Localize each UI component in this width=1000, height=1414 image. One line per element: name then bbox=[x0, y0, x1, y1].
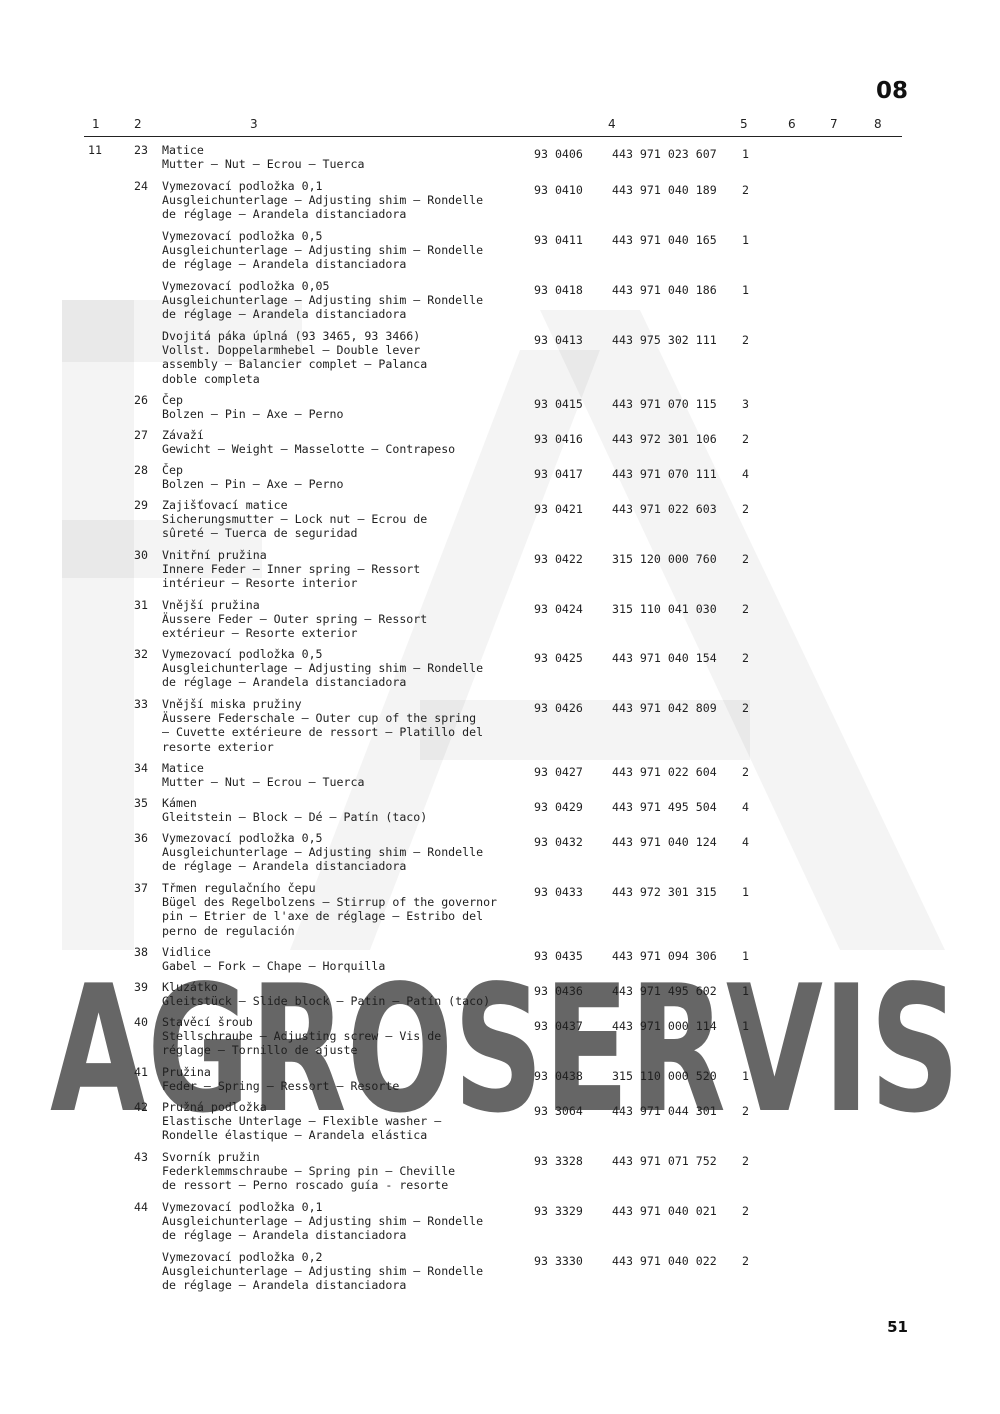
header-col-2: 2 bbox=[134, 117, 142, 131]
position-number: 42 bbox=[134, 1100, 148, 1114]
drawing-code: 93 0415 bbox=[534, 397, 583, 411]
quantity: 2 bbox=[742, 432, 749, 446]
part-description: Vymezovací podložka 0,5 Ausgleichunterlage — Adjusting shim — Rondelle de réglage — Arandela distanciadora bbox=[162, 647, 484, 690]
part-description: Vymezovací podložka 0,5 Ausgleichunterlage — Adjusting shim — Rondelle de réglage — Arandela distanciadora bbox=[162, 831, 484, 874]
drawing-code: 93 0435 bbox=[534, 949, 583, 963]
part-number: 443 971 040 022 bbox=[612, 1254, 717, 1268]
position-number: 35 bbox=[134, 796, 148, 810]
drawing-code: 93 0411 bbox=[534, 233, 583, 247]
part-description: Vymezovací podložka 0,2 Ausgleichunterlage — Adjusting shim — Rondelle de réglage — Arandela distanciadora bbox=[162, 1250, 484, 1293]
part-number: 443 971 040 186 bbox=[612, 283, 717, 297]
drawing-code: 93 0438 bbox=[534, 1069, 583, 1083]
drawing-code: 93 0433 bbox=[534, 885, 583, 899]
position-number: 32 bbox=[134, 647, 148, 661]
part-number: 443 971 094 306 bbox=[612, 949, 717, 963]
quantity: 2 bbox=[742, 701, 749, 715]
position-number: 24 bbox=[134, 179, 148, 193]
header-col-4: 4 bbox=[608, 117, 616, 131]
position-number: 39 bbox=[134, 980, 148, 994]
header-col-7: 7 bbox=[830, 117, 838, 131]
quantity: 4 bbox=[742, 835, 749, 849]
drawing-code: 93 0424 bbox=[534, 602, 583, 616]
part-description: Vidlice Gabel — Fork — Chape — Horquilla bbox=[162, 945, 386, 974]
position-number: 23 bbox=[134, 143, 148, 157]
drawing-code: 93 0427 bbox=[534, 765, 583, 779]
position-number: 43 bbox=[134, 1150, 148, 1164]
page-number: 51 bbox=[887, 1318, 908, 1336]
part-number: 443 971 495 504 bbox=[612, 800, 717, 814]
position-number: 44 bbox=[134, 1200, 148, 1214]
header-col-8: 8 bbox=[874, 117, 882, 131]
part-description: Dvojitá páka úplná (93 3465, 93 3466) Vollst. Doppelarmhebel — Double lever assembly — Balancier complet — Palanca doble completa bbox=[162, 329, 428, 386]
quantity: 3 bbox=[742, 397, 749, 411]
part-number: 443 971 044 301 bbox=[612, 1104, 717, 1118]
section-number: 08 bbox=[875, 78, 908, 104]
drawing-code: 93 0436 bbox=[534, 984, 583, 998]
part-description: Kluzátko Gleitstück — Slide block — Patin — Patín (taco) bbox=[162, 980, 491, 1009]
position-number: 37 bbox=[134, 881, 148, 895]
quantity: 1 bbox=[742, 147, 749, 161]
quantity: 2 bbox=[742, 1104, 749, 1118]
part-description: Stavěcí šroub Stellschraube — Adjusting screw — Vis de réglage — Tornillo de ajuste bbox=[162, 1015, 442, 1058]
quantity: 1 bbox=[742, 949, 749, 963]
quantity: 1 bbox=[742, 885, 749, 899]
quantity: 2 bbox=[742, 333, 749, 347]
quantity: 2 bbox=[742, 765, 749, 779]
quantity: 1 bbox=[742, 984, 749, 998]
quantity: 1 bbox=[742, 233, 749, 247]
drawing-code: 93 3064 bbox=[534, 1104, 583, 1118]
drawing-code: 93 3330 bbox=[534, 1254, 583, 1268]
position-number: 30 bbox=[134, 548, 148, 562]
part-number: 315 110 000 520 bbox=[612, 1069, 717, 1083]
part-description: Vnitřní pružina Innere Feder — Inner spring — Ressort intérieur — Resorte interior bbox=[162, 548, 421, 591]
part-number: 443 971 040 165 bbox=[612, 233, 717, 247]
drawing-code: 93 0421 bbox=[534, 502, 583, 516]
quantity: 1 bbox=[742, 1019, 749, 1033]
drawing-code: 93 0406 bbox=[534, 147, 583, 161]
quantity: 1 bbox=[742, 1069, 749, 1083]
position-number: 31 bbox=[134, 598, 148, 612]
part-description: Vnější miska pružiny Äussere Federschale — Outer cup of the spring — Cuvette extérieure de ressort — Platillo del resorte exterior bbox=[162, 697, 484, 754]
part-description: Čep Bolzen — Pin — Axe — Perno bbox=[162, 393, 344, 422]
position-number: 26 bbox=[134, 393, 148, 407]
part-description: Kámen Gleitstein — Block — Dé — Patín (taco) bbox=[162, 796, 428, 825]
drawing-code: 93 0432 bbox=[534, 835, 583, 849]
drawing-code: 93 0422 bbox=[534, 552, 583, 566]
part-number: 443 975 302 111 bbox=[612, 333, 717, 347]
position-number: 41 bbox=[134, 1065, 148, 1079]
part-number: 443 972 301 106 bbox=[612, 432, 717, 446]
quantity: 2 bbox=[742, 651, 749, 665]
part-number: 443 971 040 124 bbox=[612, 835, 717, 849]
part-number: 315 110 041 030 bbox=[612, 602, 717, 616]
drawing-code: 93 3329 bbox=[534, 1204, 583, 1218]
position-number: 38 bbox=[134, 945, 148, 959]
part-description: Svorník pružin Federklemmschraube — Spring pin — Cheville de ressort — Perno roscado guía - resorte bbox=[162, 1150, 456, 1193]
part-description: Vnější pružina Äussere Feder — Outer spring — Ressort extérieur — Resorte exterior bbox=[162, 598, 428, 641]
part-description: Matice Mutter — Nut — Ecrou — Tuerca bbox=[162, 143, 365, 172]
part-number: 315 120 000 760 bbox=[612, 552, 717, 566]
quantity: 2 bbox=[742, 552, 749, 566]
part-number: 443 971 040 154 bbox=[612, 651, 717, 665]
drawing-code: 93 0413 bbox=[534, 333, 583, 347]
position-number: 28 bbox=[134, 463, 148, 477]
part-number: 443 971 495 602 bbox=[612, 984, 717, 998]
part-number: 443 971 022 604 bbox=[612, 765, 717, 779]
part-description: Vymezovací podložka 0,05 Ausgleichunterlage — Adjusting shim — Rondelle de réglage — Arandela distanciadora bbox=[162, 279, 484, 322]
part-description: Vymezovací podložka 0,1 Ausgleichunterlage — Adjusting shim — Rondelle de réglage — Arandela distanciadora bbox=[162, 1200, 484, 1243]
quantity: 2 bbox=[742, 502, 749, 516]
quantity: 1 bbox=[742, 283, 749, 297]
quantity: 2 bbox=[742, 1204, 749, 1218]
part-number: 443 971 070 111 bbox=[612, 467, 717, 481]
drawing-code: 93 0417 bbox=[534, 467, 583, 481]
header-col-6: 6 bbox=[788, 117, 796, 131]
drawing-code: 93 0425 bbox=[534, 651, 583, 665]
drawing-code: 93 3328 bbox=[534, 1154, 583, 1168]
position-number: 27 bbox=[134, 428, 148, 442]
part-description: Zajišťovací matice Sicherungsmutter — Lock nut — Ecrou de sûreté — Tuerca de seguridad bbox=[162, 498, 428, 541]
part-number: 443 971 023 607 bbox=[612, 147, 717, 161]
position-number: 40 bbox=[134, 1015, 148, 1029]
header-col-5: 5 bbox=[740, 117, 748, 131]
position-number: 34 bbox=[134, 761, 148, 775]
table-header bbox=[84, 116, 902, 137]
quantity: 4 bbox=[742, 467, 749, 481]
drawing-code: 93 0429 bbox=[534, 800, 583, 814]
part-number: 443 971 071 752 bbox=[612, 1154, 717, 1168]
part-description: Vymezovací podložka 0,1 Ausgleichunterlage — Adjusting shim — Rondelle de réglage — Arandela distanciadora bbox=[162, 179, 484, 222]
position-number: 29 bbox=[134, 498, 148, 512]
part-description: Třmen regulačního čepu Bügel des Regelbolzens — Stirrup of the governor pin — Etrier de l'axe de réglage — Estribo del perno de regulación bbox=[162, 881, 498, 938]
drawing-code: 93 0437 bbox=[534, 1019, 583, 1033]
part-description: Pružina Feder — Spring — Ressort — Resorte bbox=[162, 1065, 400, 1094]
part-description: Vymezovací podložka 0,5 Ausgleichunterlage — Adjusting shim — Rondelle de réglage — Arandela distanciadora bbox=[162, 229, 484, 272]
position-number: 36 bbox=[134, 831, 148, 845]
svg-text:AGROSERVIS: AGROSERVIS bbox=[50, 949, 960, 1152]
drawing-code: 93 0416 bbox=[534, 432, 583, 446]
quantity: 4 bbox=[742, 800, 749, 814]
drawing-code: 93 0410 bbox=[534, 183, 583, 197]
part-number: 443 971 042 809 bbox=[612, 701, 717, 715]
part-description: Pružná podložka Elastische Unterlage — Flexible washer — Rondelle élastique — Arandela elástica bbox=[162, 1100, 442, 1143]
part-number: 443 971 022 603 bbox=[612, 502, 717, 516]
group-number: 11 bbox=[88, 143, 102, 157]
part-number: 443 971 070 115 bbox=[612, 397, 717, 411]
part-description: Závaží Gewicht — Weight — Masselotte — Contrapeso bbox=[162, 428, 456, 457]
part-number: 443 971 040 189 bbox=[612, 183, 717, 197]
header-col-3: 3 bbox=[250, 117, 258, 131]
quantity: 2 bbox=[742, 1154, 749, 1168]
part-number: 443 971 040 021 bbox=[612, 1204, 717, 1218]
part-number: 443 971 000 114 bbox=[612, 1019, 717, 1033]
quantity: 2 bbox=[742, 1254, 749, 1268]
drawing-code: 93 0426 bbox=[534, 701, 583, 715]
quantity: 2 bbox=[742, 183, 749, 197]
part-description: Matice Mutter — Nut — Ecrou — Tuerca bbox=[162, 761, 365, 790]
part-number: 443 972 301 315 bbox=[612, 885, 717, 899]
header-col-1: 1 bbox=[92, 117, 100, 131]
part-description: Čep Bolzen — Pin — Axe — Perno bbox=[162, 463, 344, 492]
quantity: 2 bbox=[742, 602, 749, 616]
position-number: 33 bbox=[134, 697, 148, 711]
drawing-code: 93 0418 bbox=[534, 283, 583, 297]
